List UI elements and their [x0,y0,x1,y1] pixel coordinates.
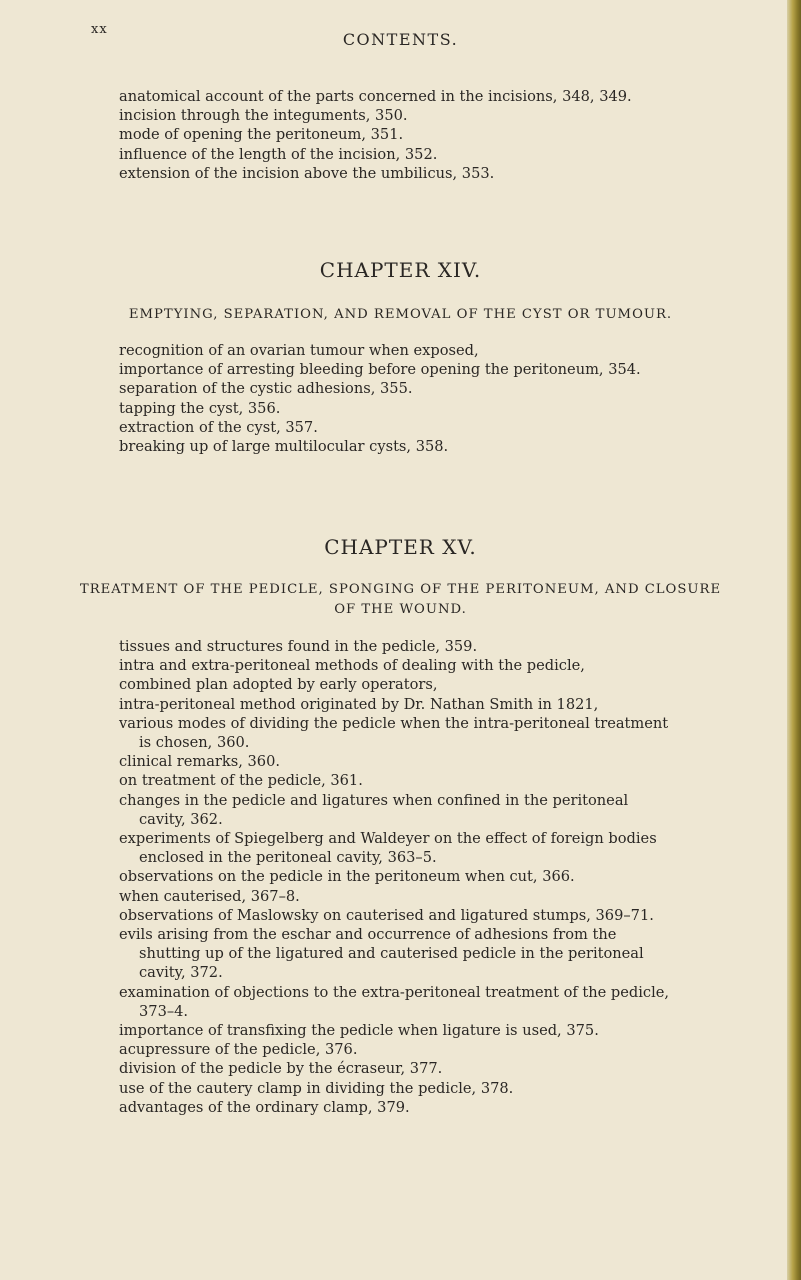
entry: tissues and structures found in the pedicle, 359. [119,638,478,655]
top-entries [119,87,719,183]
page-edge-shadow [787,0,801,1280]
entry-continuation: cavity, 362. [139,810,223,828]
entry: combined plan adopted by early operators, [119,676,438,694]
page-number: xx [91,22,108,37]
entry-continuation: enclosed in the peritoneal cavity, 363–5. [139,849,437,867]
chapter-15-subtitle [0,580,801,620]
entry: extraction of the cyst, 357. [119,418,318,436]
entry: extension of the incision above the umbilicus, 353. [119,164,495,182]
subtitle-line: TREATMENT OF THE PEDICLE, SPONGING OF THE PERITONEUM, AND CLOSURE [79,582,722,597]
entry: on treatment of the pedicle, 361. [119,772,363,790]
entry: incision through the integuments, 350. [119,107,408,125]
entry: separation of the cystic adhesions, 355. [119,380,413,398]
entry: when cauterised, 367–8. [119,887,300,905]
entry: influence of the length of the incision, 352. [119,145,438,163]
entry: importance of transfixing the pedicle when ligature is used, 375. [119,1022,599,1040]
entry-continuation: 373–4. [139,1002,189,1020]
entry: division of the pedicle by the écraseur, 377. [119,1060,443,1078]
chapter-14-subtitle [0,305,801,325]
entry: recognition of an ovarian tumour when exposed, [119,342,479,359]
entry: importance of arresting bleeding before opening the peritoneum, 354. [119,361,641,379]
chapter-15-entries [119,637,719,1117]
entry-continuation: shutting up of the ligatured and cauterised pedicle in the peritoneal [139,945,644,963]
entry: clinical remarks, 360. [119,753,280,771]
entry-continuation: cavity, 372. [139,964,223,982]
entry: examination of objections to the extra-peritoneal treatment of the pedicle, [119,983,670,1001]
entry-continuation: is chosen, 360. [139,734,250,752]
entry: breaking up of large multilocular cysts, 358. [119,438,449,456]
entry: intra-peritoneal method originated by Dr. Nathan Smith in 1821, [119,695,599,713]
entry: mode of opening the peritoneum, 351. [119,126,404,144]
subtitle-line: EMPTYING, SEPARATION, AND REMOVAL OF THE CYST OR TUMOUR. [128,307,673,322]
entry: various modes of dividing the pedicle when the intra-peritoneal treatment [119,714,669,732]
chapter-14-entries [119,341,719,456]
chapter-14-title: CHAPTER XIV. [319,258,482,282]
entry: tapping the cyst, 356. [119,399,281,417]
entry: acupressure of the pedicle, 376. [119,1041,358,1059]
subtitle-line: OF THE WOUND. [334,602,467,617]
entry: observations on the pedicle in the peritoneum when cut, 366. [119,868,575,886]
entry: changes in the pedicle and ligatures when confined in the peritoneal [119,791,629,809]
entry: advantages of the ordinary clamp, 379. [119,1098,410,1116]
running-title: CONTENTS. [342,30,459,49]
entry: evils arising from the eschar and occurrence of adhesions from the [119,926,617,944]
entry: observations of Maslowsky on cauterised and ligatured stumps, 369–71. [119,906,654,924]
entry: experiments of Spiegelberg and Waldeyer on the effect of foreign bodies [119,830,657,848]
chapter-15-title: CHAPTER XV. [324,535,477,559]
entry: anatomical account of the parts concerned in the incisions, 348, 349. [119,88,632,105]
entry: use of the cautery clamp in dividing the pedicle, 378. [119,1079,514,1097]
entry: intra and extra-peritoneal methods of dealing with the pedicle, [119,657,585,675]
